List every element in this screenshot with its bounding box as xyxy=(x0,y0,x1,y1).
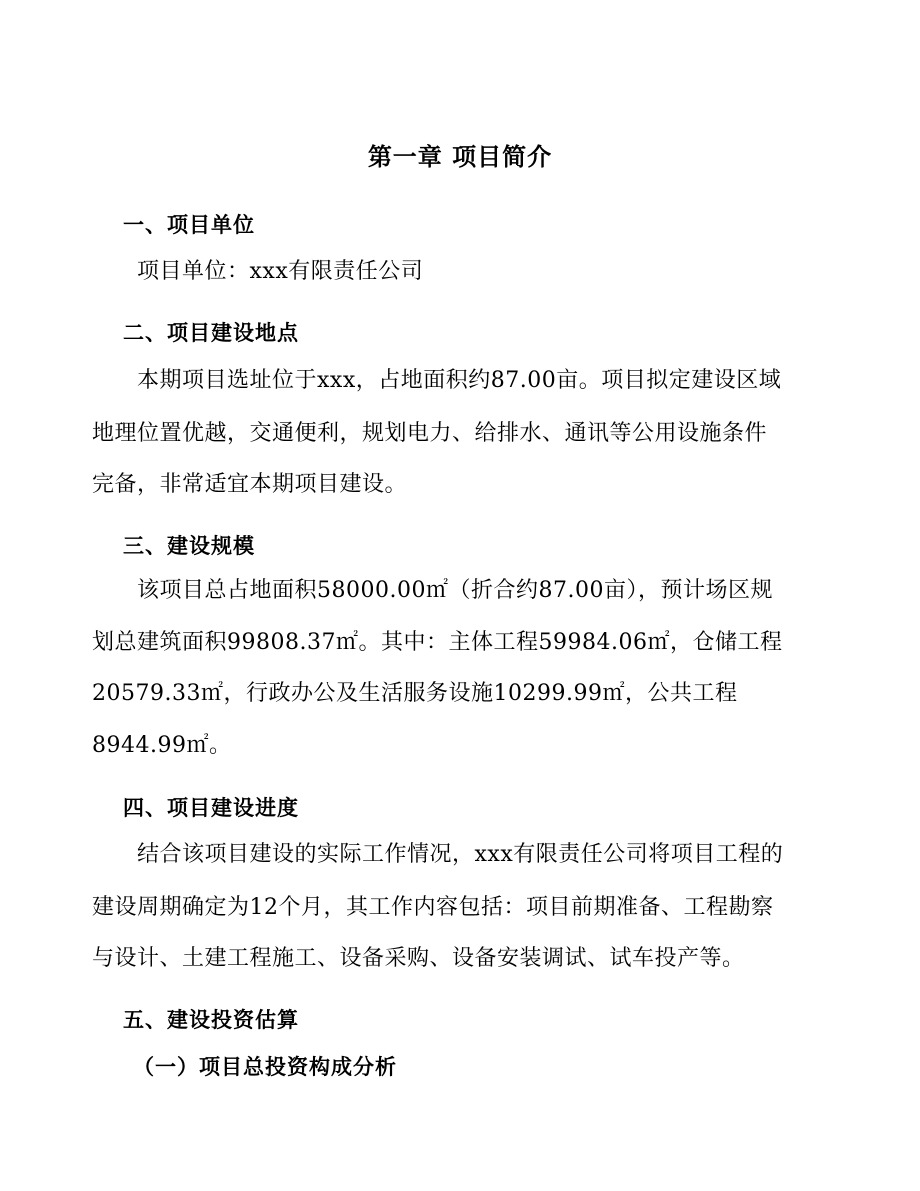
paragraph-line: 完备，非常适宜本期项目建设。 xyxy=(92,472,408,497)
paragraph-line: 与设计、土建工程施工、设备采购、设备安装调试、试车投产等。 xyxy=(92,946,745,971)
paragraph-line: 划总建筑面积99808.37㎡。其中：主体工程59984.06㎡，仓储工程 xyxy=(92,630,783,655)
section-heading-project-unit: 一、项目单位 xyxy=(123,213,255,237)
paragraph-line: 该项目总占地面积58000.00㎡（折合约87.00亩），预计场区规 xyxy=(137,578,773,603)
paragraph-line: 建设周期确定为12个月，其工作内容包括：项目前期准备、工程勘察 xyxy=(92,895,774,920)
subsection-heading-investment-composition: （一）项目总投资构成分析 xyxy=(133,1055,397,1079)
section-heading-location: 二、项目建设地点 xyxy=(123,321,299,345)
section-heading-investment: 五、建设投资估算 xyxy=(123,1008,299,1032)
section-heading-schedule: 四、项目建设进度 xyxy=(123,796,299,820)
paragraph-line: 20579.33㎡，行政办公及生活服务设施10299.99㎡，公共工程 xyxy=(92,681,738,706)
section-heading-scale: 三、建设规模 xyxy=(123,534,255,558)
paragraph-line: 项目单位：xxx有限责任公司 xyxy=(137,259,424,284)
paragraph-line: 8944.99㎡。 xyxy=(92,733,232,758)
paragraph-line: 结合该项目建设的实际工作情况，xxx有限责任公司将项目工程的 xyxy=(137,842,784,867)
paragraph-line: 地理位置优越，交通便利，规划电力、给排水、通讯等公用设施条件 xyxy=(92,421,768,446)
chapter-title: 第一章 项目简介 xyxy=(367,143,553,171)
paragraph-line: 本期项目选址位于xxx，占地面积约87.00亩。项目拟定建设区域 xyxy=(137,368,782,393)
